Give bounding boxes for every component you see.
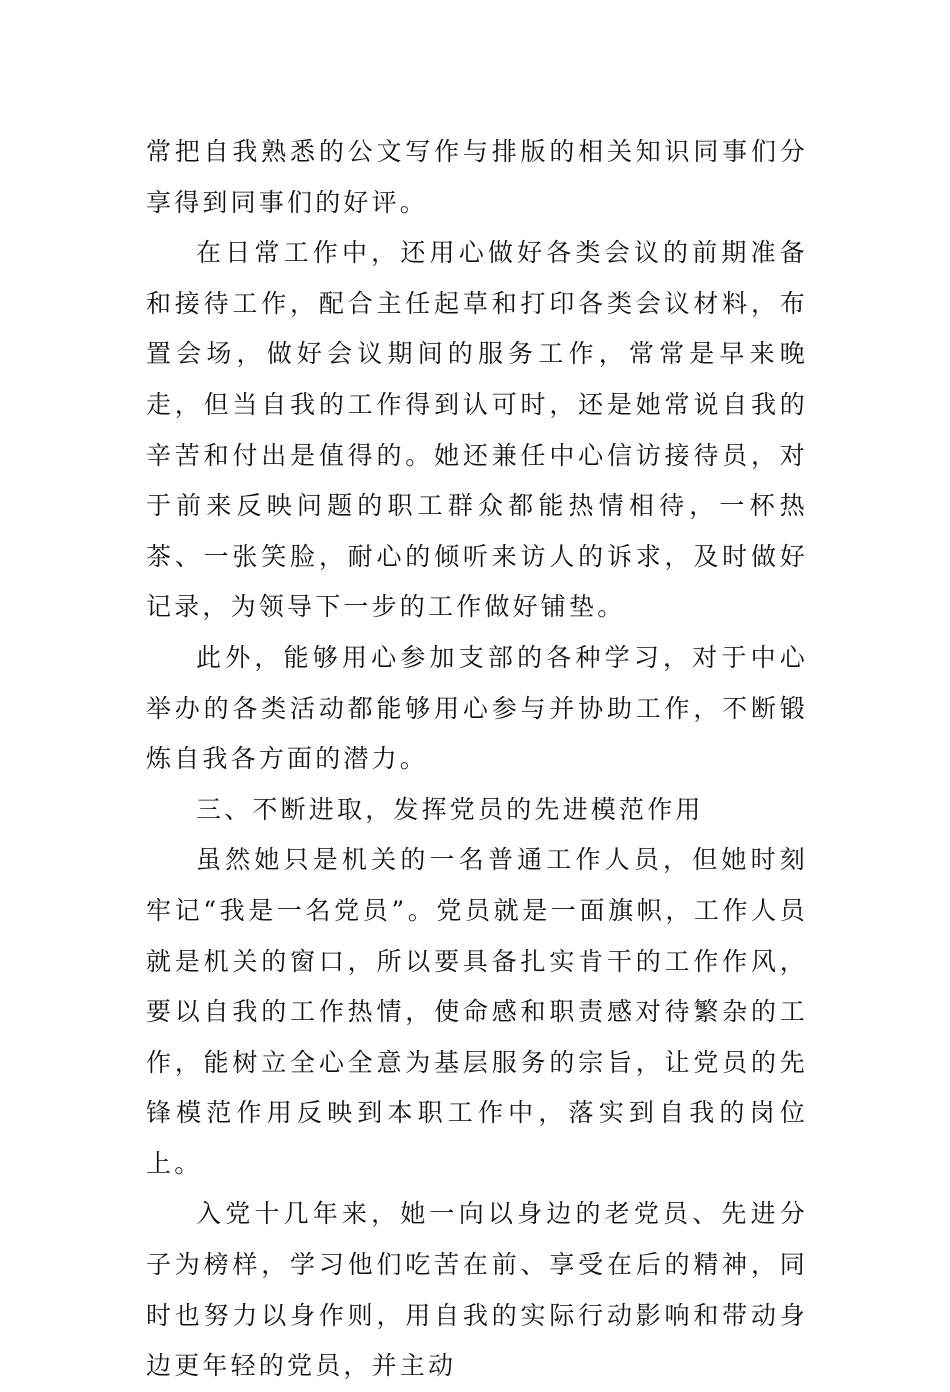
paragraph-3: 此外，能够用心参加支部的各种学习，对于中心举办的各类活动都能够用心参与并协助工作，不断锻炼自我各方面的潜力。 <box>146 642 808 774</box>
paragraph-1: 常把自我熟悉的公文写作与排版的相关知识同事们分享得到同事们的好评。 <box>146 137 808 217</box>
document-body <box>146 127 808 1392</box>
paragraph-2: 在日常工作中，还用心做好各类会议的前期准备和接待工作，配合主任起草和打印各类会议材料，布置会场，做好会议期间的服务工作，常常是早来晚走，但当自我的工作得到认可时，还是她常说自我的辛苦和付出是值得的。她还兼任中心信访接待员，对于前来反映问题的职工群众都能热情相待，一杯热茶、一张笑脸，耐心的倾听来访人的诉求，及时做好记录，为领导下一步的工作做好铺垫。 <box>146 238 808 622</box>
paragraph-4: 虽然她只是机关的一名普通工作人员，但她时刻牢记“我是一名党员”。党员就是一面旗帜，工作人员就是机关的窗口，所以要具备扎实肯干的工作作风，要以自我的工作热情，使命感和职责感对待繁杂的工作，能树立全心全意为基层服务的宗旨，让党员的先锋模范作用反映到本职工作中，落实到自我的岗位上。 <box>146 845 808 1178</box>
section-heading: 三、不断进取，发挥党员的先进模范作用 <box>196 794 704 824</box>
paragraph-5: 入党十几年来，她一向以身边的老党员、先进分子为榜样，学习他们吃苦在前、享受在后的精神，同时也努力以身作则，用自我的实际行动影响和带动身边更年轻的党员，并主动 <box>146 1199 808 1381</box>
